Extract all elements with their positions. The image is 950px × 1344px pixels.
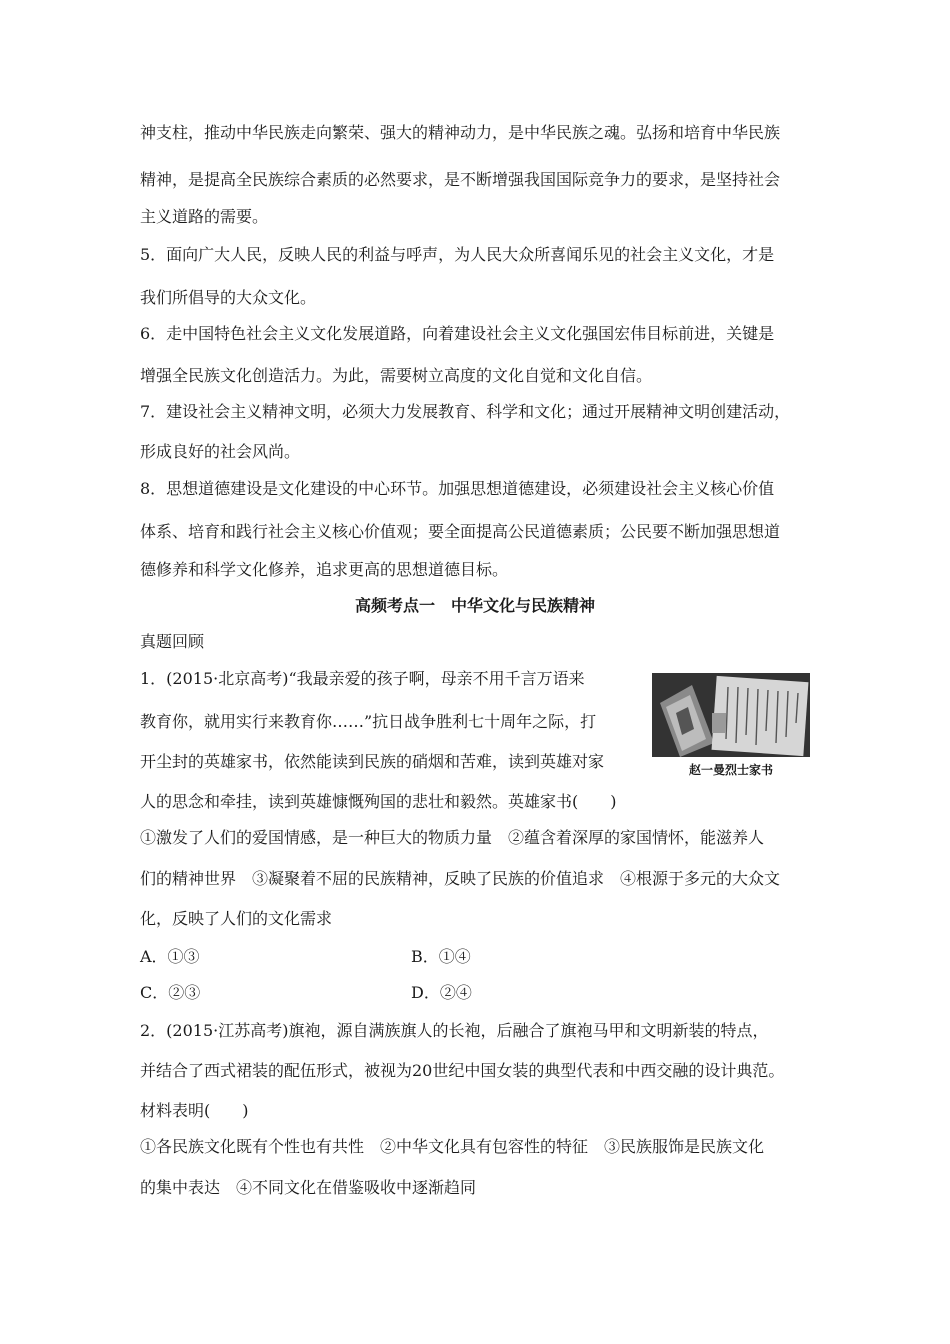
question-1-line: 人的思念和牵挂，读到英雄慷慨殉国的悲壮和毅然。英雄家书( ) [140,792,617,811]
text-line: 精神，是提高全民族综合素质的必然要求，是不断增强我国国际竞争力的要求，是坚持社会 [140,170,781,189]
text-line: 形成良好的社会风尚。 [140,442,301,461]
question-2-line: 材料表明( ) [140,1101,249,1120]
text-line: 德修养和科学文化修养，追求更高的思想道德目标。 [140,560,509,579]
text-line: 主义道路的需要。 [140,207,269,226]
text-line: 神支柱，推动中华民族走向繁荣、强大的精神动力，是中华民族之魂。弘扬和培育中华民族 [140,123,781,142]
question-1-line: 开尘封的英雄家书，依然能读到民族的硝烟和苦难，读到英雄对家 [140,752,605,771]
question-1-statements: 们的精神世界 ③凝聚着不屈的民族精神，反映了民族的价值追求 ④根源于多元的大众文 [140,869,781,888]
question-2-line: 并结合了西式裙装的配伍形式，被视为20世纪中国女装的典型代表和中西交融的设计典范。 [140,1061,785,1080]
option-a: A．①③ [140,947,200,966]
option-c: C．②③ [140,983,201,1002]
question-2-statements: ①各民族文化既有个性也有共性 ②中华文化具有包容性的特征 ③民族服饰是民族文化 [140,1137,765,1156]
question-2-statements: 的集中表达 ④不同文化在借鉴吸收中逐渐趋同 [140,1178,477,1197]
review-label: 真题回顾 [140,632,205,651]
text-line: 增强全民族文化创造活力。为此，需要树立高度的文化自觉和文化自信。 [140,366,653,385]
text-line: 我们所倡导的大众文化。 [140,288,317,307]
text-line: 体系、培育和践行社会主义核心价值观；要全面提高公民道德素质；公民要不断加强思想道 [140,522,781,541]
point-8-line: 8．思想道德建设是文化建设的中心环节。加强思想道德建设，必须建设社会主义核心价值 [140,479,775,498]
question-2-line: 2．(2015·江苏高考)旗袍，源自满族旗人的长袍，后融合了旗袍马甲和文明新装的特点， [140,1021,769,1040]
question-1-line: 1．(2015·北京高考)“我最亲爱的孩子啊，母亲不用千言万语来 [140,669,585,688]
point-7-line: 7．建设社会主义精神文明，必须大力发展教育、科学和文化；通过开展精神文明创建活动， [140,402,791,421]
section-heading: 高频考点一 中华文化与民族精神 [354,596,595,615]
figure-caption: 赵一曼烈士家书 [688,763,773,777]
question-1-statements: 化，反映了人们的文化需求 [140,909,333,928]
letter-photo [652,673,810,757]
option-d: D．②④ [411,983,472,1002]
point-6-line: 6．走中国特色社会主义文化发展道路，向着建设社会主义文化强国宏伟目标前进，关键是 [140,324,775,343]
option-b: B．①④ [411,947,471,966]
point-5-line: 5．面向广大人民，反映人民的利益与呼声，为人民大众所喜闻乐见的社会主义文化，才是 [140,245,775,264]
question-1-statements: ①激发了人们的爱国情感，是一种巨大的物质力量 ②蕴含着深厚的家国情怀，能滋养人 [140,828,765,847]
question-1-line: 教育你，就用实行来教育你……”抗日战争胜利七十周年之际，打 [140,712,597,731]
